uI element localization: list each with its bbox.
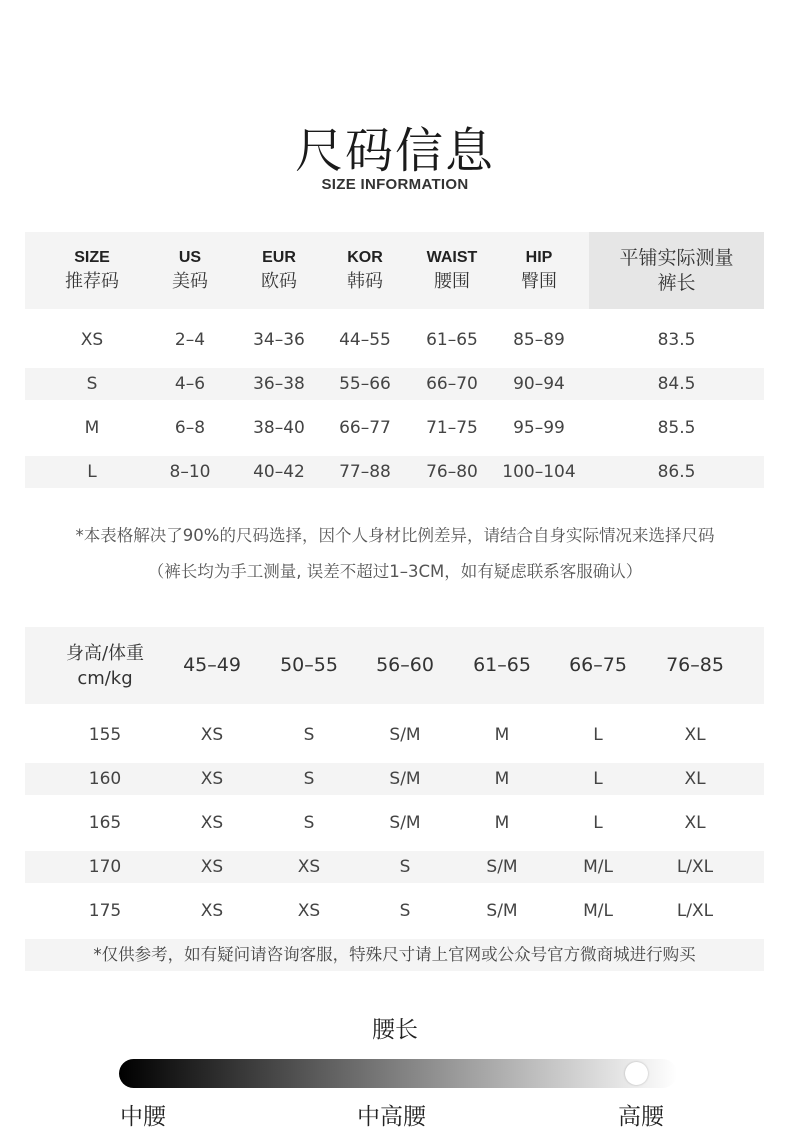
size-row — [25, 456, 764, 488]
weight-header: 66–75 — [569, 654, 627, 676]
us-cell: 2–4 — [174, 330, 206, 350]
eur-cell: 40–42 — [253, 462, 305, 482]
header-eur-zh: 欧码 — [261, 270, 297, 292]
fit-cell: S/M — [389, 769, 421, 789]
page-title: 尺码信息 — [294, 123, 495, 179]
header-hip — [499, 232, 579, 309]
fit-cell: L — [593, 769, 603, 789]
fit-row — [25, 895, 764, 927]
fit-cell: S — [303, 769, 315, 789]
us-cell: 4–6 — [174, 374, 206, 394]
fit-cell: XL — [684, 813, 706, 833]
length-cell: 83.5 — [657, 330, 696, 350]
size-row — [25, 324, 764, 356]
waist-rise-title: 腰长 — [372, 1017, 418, 1043]
header-us-zh: 美码 — [172, 270, 208, 292]
size-cell: L — [87, 462, 97, 482]
header-eur — [239, 232, 319, 309]
waist-cell: 61–65 — [426, 330, 478, 350]
weight-header: 61–65 — [473, 654, 531, 676]
fit-cell: M/L — [583, 901, 613, 921]
page-subtitle: SIZE INFORMATION — [321, 176, 469, 193]
header-size-en: SIZE — [74, 248, 110, 266]
hip-cell: 95–99 — [513, 418, 565, 438]
header-eur-en: EUR — [262, 248, 296, 266]
fit-cell: M — [494, 725, 510, 745]
header-kor-en: KOR — [347, 248, 383, 266]
height-weight-unit: cm/kg — [77, 667, 133, 689]
weight-header: 50–55 — [280, 654, 338, 676]
fit-cell: L — [593, 725, 603, 745]
fit-cell: XS — [297, 901, 321, 921]
fit-cell: S — [399, 901, 411, 921]
kor-cell: 66–77 — [339, 418, 391, 438]
height-cell: 175 — [88, 901, 122, 921]
fit-cell: XS — [200, 769, 224, 789]
waist-cell: 71–75 — [426, 418, 478, 438]
length-cell: 84.5 — [657, 374, 696, 394]
fit-cell: XS — [200, 901, 224, 921]
scale-label-mid: 中腰 — [120, 1104, 166, 1130]
fit-row — [25, 719, 764, 751]
header-length-line1: 平铺实际测量 — [619, 246, 734, 269]
header-us-en: US — [178, 248, 202, 266]
height-cell: 170 — [88, 857, 122, 877]
size-note: *本表格解决了90%的尺码选择，因个人身材比例差异，请结合自身实际情况来选择尺码 — [75, 526, 715, 545]
fit-cell: XL — [684, 769, 706, 789]
fit-cell: S/M — [486, 857, 518, 877]
scale-label-mid-high: 中高腰 — [357, 1104, 426, 1130]
eur-cell: 38–40 — [253, 418, 305, 438]
kor-cell: 77–88 — [339, 462, 391, 482]
fit-cell: S/M — [389, 813, 421, 833]
header-size — [47, 232, 137, 309]
fit-cell: XS — [200, 725, 224, 745]
measure-note: （裤长均为手工测量, 误差不超过1–3CM，如有疑虑联系客服确认） — [147, 562, 643, 581]
fit-cell: S — [303, 813, 315, 833]
height-weight-label: 身高/体重 — [65, 642, 145, 664]
size-cell: XS — [80, 330, 104, 350]
eur-cell: 36–38 — [253, 374, 305, 394]
fit-cell: M — [494, 813, 510, 833]
waist-rise-indicator — [625, 1062, 648, 1085]
header-kor — [325, 232, 405, 309]
waist-cell: 66–70 — [426, 374, 478, 394]
scale-label-high: 高腰 — [618, 1104, 664, 1130]
fit-cell: S — [399, 857, 411, 877]
us-cell: 6–8 — [174, 418, 206, 438]
waist-cell: 76–80 — [426, 462, 478, 482]
hip-cell: 100–104 — [502, 462, 576, 482]
fit-cell: S/M — [486, 901, 518, 921]
hip-cell: 85–89 — [513, 330, 565, 350]
size-cell: S — [86, 374, 98, 394]
header-waist-en: WAIST — [426, 248, 478, 266]
fit-cell: L/XL — [676, 857, 714, 877]
header-waist-zh: 腰围 — [434, 270, 470, 292]
height-cell: 155 — [88, 725, 122, 745]
fit-cell: XL — [684, 725, 706, 745]
hip-cell: 90–94 — [513, 374, 565, 394]
header-hip-en: HIP — [525, 248, 553, 266]
kor-cell: 44–55 — [339, 330, 391, 350]
header-length-line2: 裤长 — [657, 271, 696, 294]
fit-cell: XS — [200, 813, 224, 833]
weight-header: 56–60 — [376, 654, 434, 676]
height-cell: 160 — [88, 769, 122, 789]
weight-header: 45–49 — [183, 654, 241, 676]
eur-cell: 34–36 — [253, 330, 305, 350]
fit-cell: M/L — [583, 857, 613, 877]
fit-row — [25, 807, 764, 839]
fit-cell: M — [494, 769, 510, 789]
weight-header: 76–85 — [666, 654, 724, 676]
kor-cell: 55–66 — [339, 374, 391, 394]
length-cell: 85.5 — [657, 418, 696, 438]
height-cell: 165 — [88, 813, 122, 833]
header-size-zh: 推荐码 — [65, 270, 119, 292]
waist-rise-gradient-bar — [119, 1059, 677, 1088]
length-cell: 86.5 — [657, 462, 696, 482]
fit-cell: XS — [200, 857, 224, 877]
size-table-header — [25, 232, 764, 309]
fit-row — [25, 763, 764, 795]
fit-cell: XS — [297, 857, 321, 877]
us-cell: 8–10 — [169, 462, 211, 482]
header-us — [150, 232, 230, 309]
fit-cell: S — [303, 725, 315, 745]
size-cell: M — [84, 418, 100, 438]
header-kor-zh: 韩码 — [347, 270, 383, 292]
header-waist — [412, 232, 492, 309]
size-row — [25, 412, 764, 444]
fit-footnote: *仅供参考，如有疑问请咨询客服，特殊尺寸请上官网或公众号官方微商城进行购买 — [25, 939, 764, 971]
height-weight-header — [25, 627, 185, 704]
size-row — [25, 368, 764, 400]
fit-cell: L — [593, 813, 603, 833]
fit-cell: L/XL — [676, 901, 714, 921]
header-length — [589, 232, 764, 309]
header-hip-zh: 臀围 — [521, 270, 557, 292]
fit-row — [25, 851, 764, 883]
fit-cell: S/M — [389, 725, 421, 745]
fit-table-header — [25, 627, 764, 704]
